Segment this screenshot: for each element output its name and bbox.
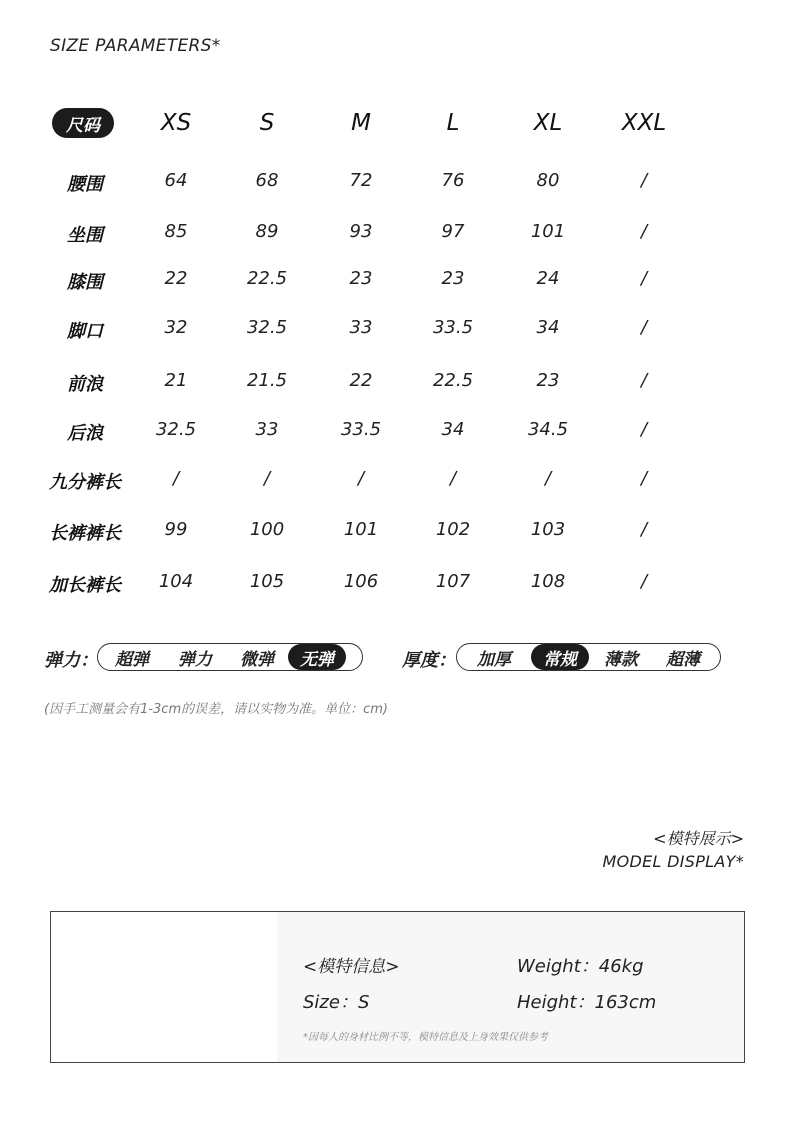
table-cell: 33.5 bbox=[432, 317, 474, 338]
table-cell: / bbox=[449, 468, 457, 489]
table-cell: 68 bbox=[255, 170, 279, 191]
table-header bbox=[0, 108, 790, 142]
table-cell: 64 bbox=[164, 170, 188, 191]
table-cell: 108 bbox=[530, 571, 566, 592]
table-cell: / bbox=[544, 468, 552, 489]
table-cell: 32.5 bbox=[155, 419, 197, 440]
table-cell: / bbox=[640, 468, 648, 489]
table-cell: 22 bbox=[349, 370, 373, 391]
table-cell: / bbox=[172, 468, 180, 489]
table-cell: 72 bbox=[349, 170, 373, 191]
table-cell: 34 bbox=[441, 419, 465, 440]
table-cell: 22 bbox=[164, 268, 188, 289]
model-disclaimer: *因每人的身材比例不等，模特信息及上身效果仅供参考 bbox=[303, 1032, 548, 1043]
model-info-panel bbox=[277, 912, 744, 1062]
row-label: 前浪 bbox=[67, 374, 103, 395]
table-cell: 105 bbox=[249, 571, 285, 592]
table-cell: / bbox=[640, 519, 648, 540]
table-cell: 76 bbox=[441, 170, 465, 191]
size-badge: 尺码 bbox=[52, 108, 114, 138]
row-label: 膝围 bbox=[67, 272, 103, 293]
model-weight: Weight：46kg bbox=[517, 956, 644, 977]
row-label: 后浪 bbox=[67, 423, 103, 444]
elasticity-option-elastic[interactable]: 弹力 bbox=[178, 649, 212, 670]
table-cell: 22.5 bbox=[246, 268, 288, 289]
table-row bbox=[0, 317, 790, 347]
row-label: 加长裤长 bbox=[49, 575, 121, 596]
table-cell: 97 bbox=[441, 221, 465, 242]
table-cell: 107 bbox=[435, 571, 471, 592]
table-row bbox=[0, 519, 790, 549]
table-cell: 80 bbox=[536, 170, 560, 191]
table-cell: 100 bbox=[249, 519, 285, 540]
table-cell: 33.5 bbox=[340, 419, 382, 440]
row-label: 长裤裤长 bbox=[49, 523, 121, 544]
model-size: Size：S bbox=[303, 992, 370, 1013]
col-head-xxl: XXL bbox=[621, 110, 667, 136]
table-cell: 32.5 bbox=[246, 317, 288, 338]
table-row bbox=[0, 370, 790, 400]
table-cell: 101 bbox=[343, 519, 379, 540]
table-cell: 99 bbox=[164, 519, 188, 540]
table-cell: / bbox=[640, 268, 648, 289]
table-cell: 34 bbox=[536, 317, 560, 338]
thickness-option-thick[interactable]: 加厚 bbox=[477, 649, 511, 670]
elasticity-selector[interactable] bbox=[97, 643, 363, 671]
table-cell: / bbox=[640, 221, 648, 242]
row-label: 脚口 bbox=[67, 321, 103, 342]
table-cell: / bbox=[640, 571, 648, 592]
thickness-selector[interactable] bbox=[456, 643, 721, 671]
col-head-xs: XS bbox=[160, 110, 192, 136]
measurement-note: (因手工测量会有1-3cm的误差，请以实物为准。单位：cm) bbox=[44, 702, 388, 717]
elasticity-option-slight[interactable]: 微弹 bbox=[240, 649, 274, 670]
table-cell: 33 bbox=[255, 419, 279, 440]
col-head-m: M bbox=[351, 110, 371, 136]
model-info-title: <模特信息> bbox=[303, 957, 400, 977]
table-row bbox=[0, 170, 790, 200]
col-head-s: S bbox=[259, 110, 275, 136]
row-label: 坐围 bbox=[67, 225, 103, 246]
table-cell: 34.5 bbox=[527, 419, 569, 440]
thickness-option-ultra-thin[interactable]: 超薄 bbox=[666, 649, 700, 670]
elasticity-option-none[interactable]: 无弹 bbox=[288, 644, 346, 670]
table-cell: 21 bbox=[164, 370, 188, 391]
table-cell: 104 bbox=[158, 571, 194, 592]
col-head-xl: XL bbox=[533, 110, 563, 136]
table-cell: 32 bbox=[164, 317, 188, 338]
table-cell: 85 bbox=[164, 221, 188, 242]
section-title: SIZE PARAMETERS* bbox=[50, 36, 221, 56]
table-cell: 102 bbox=[435, 519, 471, 540]
table-row bbox=[0, 419, 790, 449]
thickness-option-regular[interactable]: 常规 bbox=[531, 644, 589, 670]
table-cell: 89 bbox=[255, 221, 279, 242]
thickness-option-thin[interactable]: 薄款 bbox=[604, 649, 638, 670]
table-cell: / bbox=[640, 370, 648, 391]
elasticity-option-super[interactable]: 超弹 bbox=[115, 649, 149, 670]
table-cell: 93 bbox=[349, 221, 373, 242]
table-cell: 24 bbox=[536, 268, 560, 289]
model-heading-cn: <模特展示> bbox=[653, 829, 744, 848]
table-row bbox=[0, 468, 790, 498]
table-cell: / bbox=[640, 419, 648, 440]
table-cell: 106 bbox=[343, 571, 379, 592]
table-cell: 21.5 bbox=[246, 370, 288, 391]
table-row bbox=[0, 268, 790, 298]
model-info-box bbox=[50, 911, 745, 1063]
table-cell: 23 bbox=[536, 370, 560, 391]
table-cell: 22.5 bbox=[432, 370, 474, 391]
table-cell: 101 bbox=[530, 221, 566, 242]
thickness-label: 厚度： bbox=[402, 650, 456, 671]
table-row bbox=[0, 221, 790, 251]
table-cell: / bbox=[263, 468, 271, 489]
table-cell: / bbox=[640, 317, 648, 338]
row-label: 腰围 bbox=[67, 174, 103, 195]
table-cell: / bbox=[640, 170, 648, 191]
elasticity-label: 弹力： bbox=[44, 650, 98, 671]
table-cell: 23 bbox=[349, 268, 373, 289]
col-head-l: L bbox=[446, 110, 460, 136]
model-height: Height：163cm bbox=[517, 992, 657, 1013]
row-label: 九分裤长 bbox=[49, 472, 121, 493]
table-row bbox=[0, 571, 790, 601]
table-cell: 103 bbox=[530, 519, 566, 540]
table-cell: / bbox=[357, 468, 365, 489]
table-cell: 33 bbox=[349, 317, 373, 338]
model-heading-en: MODEL DISPLAY* bbox=[602, 852, 744, 871]
table-cell: 23 bbox=[441, 268, 465, 289]
